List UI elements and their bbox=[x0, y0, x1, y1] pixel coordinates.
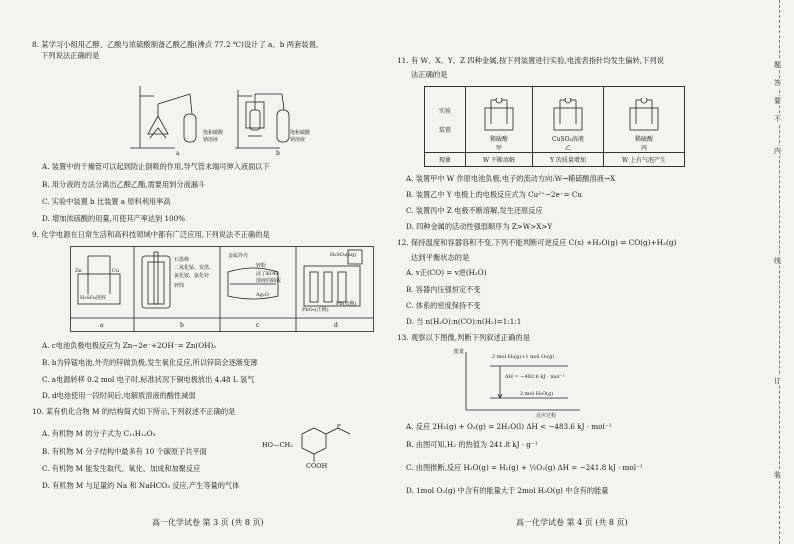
binding-char: 题 bbox=[774, 61, 781, 69]
q10-option-a: A. 有机物 M 的分子式为 C₁₁H₁₂O₃ bbox=[42, 429, 156, 438]
q11-option-c: C. 装置丙中 Z 电极不断溶解,发生还原反应 bbox=[406, 206, 543, 215]
q13-option-b: B. 由图可知,H₂ 的热值为 241.8 kJ · g⁻¹ bbox=[406, 440, 538, 449]
q11-jia-apparatus bbox=[479, 98, 519, 132]
q11-bing-solution: 稀硫酸 bbox=[634, 136, 653, 143]
q11-jia-phenomenon: W 不断溶解 bbox=[466, 153, 533, 167]
q9-battery-figures bbox=[70, 246, 374, 332]
q11-bing-phenomenon: W 上有气泡产生 bbox=[604, 153, 685, 167]
q8-caption-a: a bbox=[176, 150, 180, 157]
binding-char: 内 bbox=[774, 147, 781, 155]
q9-caption-c: c bbox=[256, 322, 260, 329]
q13-option-c: C. 由图推断,反应 H₂O(g) = H₂(g) + ½O₂(g) ΔH = −241.8 kJ · mol⁻¹ bbox=[406, 463, 643, 472]
q9-c-label4: 溶液的隔板 bbox=[256, 278, 282, 284]
q9-a-zn-label: Zn bbox=[75, 268, 82, 274]
q9-caption-a: a bbox=[100, 322, 104, 329]
q8-label-b-line1: 饱和碳酸 bbox=[290, 130, 311, 136]
q9-b-label1: 石墨棒 bbox=[174, 257, 190, 263]
q9-b-label4: 锌筒 bbox=[174, 283, 185, 289]
q9-caption-d: d bbox=[334, 322, 338, 329]
q8-option-d: D. 增加浓硫酸的用量,可使其产率达到 100% bbox=[42, 214, 186, 223]
q11-bing-name: 丙 bbox=[640, 145, 647, 152]
q9-c-label3: 浸了KOH bbox=[256, 271, 279, 277]
q11-jia-name: 甲 bbox=[495, 145, 502, 152]
q9-d-label1: H₂SO₄(aq) bbox=[330, 252, 356, 258]
q11-option-d: D. 四种金属的活动性强弱顺序为 Z>W>X>Y bbox=[406, 222, 553, 231]
q9-c-label5: Ag₂O bbox=[256, 292, 269, 298]
q10-struct-cooh: COOH bbox=[306, 462, 328, 470]
q13-x-axis-label: 反应过程 bbox=[536, 413, 557, 419]
q11-yi-phenomenon: Y 的质量增加 bbox=[533, 153, 604, 167]
q10-stem: 10. 某有机化合物 M 的结构简式如下所示,下列叙述不正确的是 bbox=[32, 407, 236, 416]
q11-yi-name: 乙 bbox=[564, 145, 571, 152]
q11-yi-apparatus bbox=[548, 98, 588, 132]
q11-jia-cell bbox=[466, 87, 533, 153]
q12-option-b: B. 容器内压强恒定不变 bbox=[406, 285, 481, 294]
q11-bing-cell bbox=[604, 87, 685, 153]
q13-option-d: D. 1mol O₂(g) 中含有的能量大于 2mol H₂O(g) 中含有的能量 bbox=[406, 486, 609, 495]
q8-apparatus-figure bbox=[120, 76, 320, 156]
q9-d-label3: Pb(负极) bbox=[336, 301, 357, 307]
q12-option-a: A. v正(CO) = v逆(H₂O) bbox=[406, 268, 487, 277]
q8-stem-line1: 8. 某学习小组用乙醇、乙酸与浓硫酸制备乙酸乙酯(沸点 77.2 ℃)设计了 a、b 两套装置, bbox=[32, 40, 319, 49]
q8-label-a-line2: 钠溶液 bbox=[203, 137, 219, 143]
q13-stem: 13. 观察以下图像,判断下列叙述正确的是 bbox=[397, 333, 530, 342]
q9-c-label2: 锌粉 bbox=[256, 263, 267, 269]
q10-struct-left: HO—CH₂ bbox=[262, 441, 293, 449]
q8-stem-line2: 下列说法正确的是 bbox=[41, 50, 100, 60]
q11-header-line1: 实验 bbox=[438, 107, 451, 115]
q9-b-label2: 二氧化锰、炭黑、 bbox=[174, 265, 215, 271]
q10-structure-figure bbox=[296, 424, 356, 464]
q9-b-label3: 氯化铵、氯化锌 bbox=[174, 273, 210, 279]
binding-char: 答 bbox=[774, 79, 781, 87]
q8-option-a: A. 装置中的干燥管可以起到防止倒吸的作用,导气管末端可伸入液面以下 bbox=[42, 162, 270, 171]
q8-label-b-line2: 钠溶液 bbox=[290, 137, 306, 143]
q8-option-c: C. 实验中装置 b 比装置 a 原料利用率高 bbox=[42, 197, 171, 206]
binding-line bbox=[774, 0, 786, 544]
q9-caption-b: b bbox=[180, 322, 184, 329]
q12-stem-line1: 12. 保持温度和容器容积不变,下列不能判断可逆反应 C(s) +H₂O(g) ⇌ CO(g)+H₂(g) bbox=[397, 238, 677, 247]
q9-d-label2: PbO₂(正极) bbox=[302, 307, 329, 313]
right-footer: 高一化学试卷 第 4 页 (共 8 页) bbox=[516, 518, 628, 527]
q8-option-b: B. 用分液的方法分离出乙酸乙酯,需要用到分液漏斗 bbox=[42, 180, 206, 189]
q11-header-cell bbox=[425, 87, 466, 153]
q9-option-a: A. c电池负极电极反应为 Zn−2e⁻+2OH⁻= Zn(OH)₂ bbox=[42, 341, 217, 350]
q8-label-a-line1: 饱和碳酸 bbox=[203, 130, 224, 136]
q10-option-b: B. 有机物 M 分子结构中最多有 10 个碳原子共平面 bbox=[42, 447, 207, 456]
q12-option-d: D. 当 n(H₂O):n(CO):n(H₂)=1:1:1 bbox=[406, 317, 522, 326]
q11-yi-solution: CuSO₄溶液 bbox=[552, 136, 584, 143]
binding-char: 不 bbox=[774, 115, 781, 123]
left-footer: 高一化学试卷 第 3 页 (共 8 页) bbox=[152, 518, 264, 527]
q9-option-c: C. a电源转移 0.2 mol 电子时,标准状况下铜电极放出 4.48 L 氢气 bbox=[42, 375, 255, 384]
binding-char: 要 bbox=[774, 97, 781, 105]
q12-stem-line2: 达到平衡状态的是 bbox=[411, 253, 470, 262]
q9-a-cu-label: Cu bbox=[112, 268, 120, 274]
binding-char: 线 bbox=[774, 257, 781, 265]
q9-stem: 9. 化学电源在日常生活和高科技领域中都有广泛应用,下列说法不正确的是 bbox=[32, 230, 270, 239]
q13-option-a: A. 反应 2H₂(g) + O₂(g) = 2H₂O(l) ΔH < −483.6 kJ · mol⁻¹ bbox=[406, 422, 612, 431]
q10-option-d: D. 有机物 M 与足量的 Na 和 NaHCO₃ 反应,产生等量的气体 bbox=[42, 481, 240, 490]
q11-yi-cell bbox=[533, 87, 604, 153]
q13-top-level-label: 2 mol H₂(g)+1 mol O₂(g) bbox=[492, 354, 555, 360]
q9-c-label1: 金属外壳 bbox=[228, 253, 249, 259]
q13-y-axis-label: 能量 bbox=[454, 349, 465, 355]
q12-option-c: C. 体系的密度保持不变 bbox=[406, 301, 481, 310]
q8-caption-b: b bbox=[276, 150, 280, 157]
q13-delta-h-label: ΔH = −483.6 kJ · mol⁻¹ bbox=[505, 374, 565, 380]
binding-char: 订 bbox=[774, 377, 781, 385]
q11-phenomenon-header: 现象 bbox=[425, 153, 466, 167]
q11-bing-apparatus bbox=[624, 98, 664, 132]
q11-stem-line2: 法正确的是 bbox=[411, 70, 448, 79]
q10-option-c: C. 有机物 M 能发生取代、氧化、加成和加聚反应 bbox=[42, 464, 201, 473]
q11-option-b: B. 装置乙中 Y 电极上的电极反应式为 Cu²⁺−2e⁻= Cu bbox=[406, 190, 582, 199]
q11-stem-line1: 11. 有 W、X、Y、Z 四种金属,按下列装置进行实验,电流表指针均发生偏转,下列说 bbox=[397, 56, 665, 65]
q11-option-a: A. 装置甲中 W 作原电池负极,电子的流动方向:W→稀硫酸溶液→X bbox=[406, 174, 616, 183]
q11-header-line2: 装置 bbox=[438, 126, 451, 134]
q9-a-solution-label: H₂SO₄溶液 bbox=[80, 295, 106, 301]
q11-experiment-table bbox=[424, 86, 685, 167]
q9-option-b: B. b为锌锰电池,外壳的锌做负极,发生氧化反应,所以锌筒会逐渐变薄 bbox=[42, 358, 258, 367]
q9-option-d: D. d电池使用一段时间后,电解质溶液的酸性减弱 bbox=[42, 391, 196, 400]
binding-char: 装 bbox=[774, 471, 781, 479]
q13-bottom-level-label: 2 mol H₂O(g) bbox=[520, 391, 554, 397]
q11-jia-solution: 稀硫酸 bbox=[489, 136, 508, 143]
